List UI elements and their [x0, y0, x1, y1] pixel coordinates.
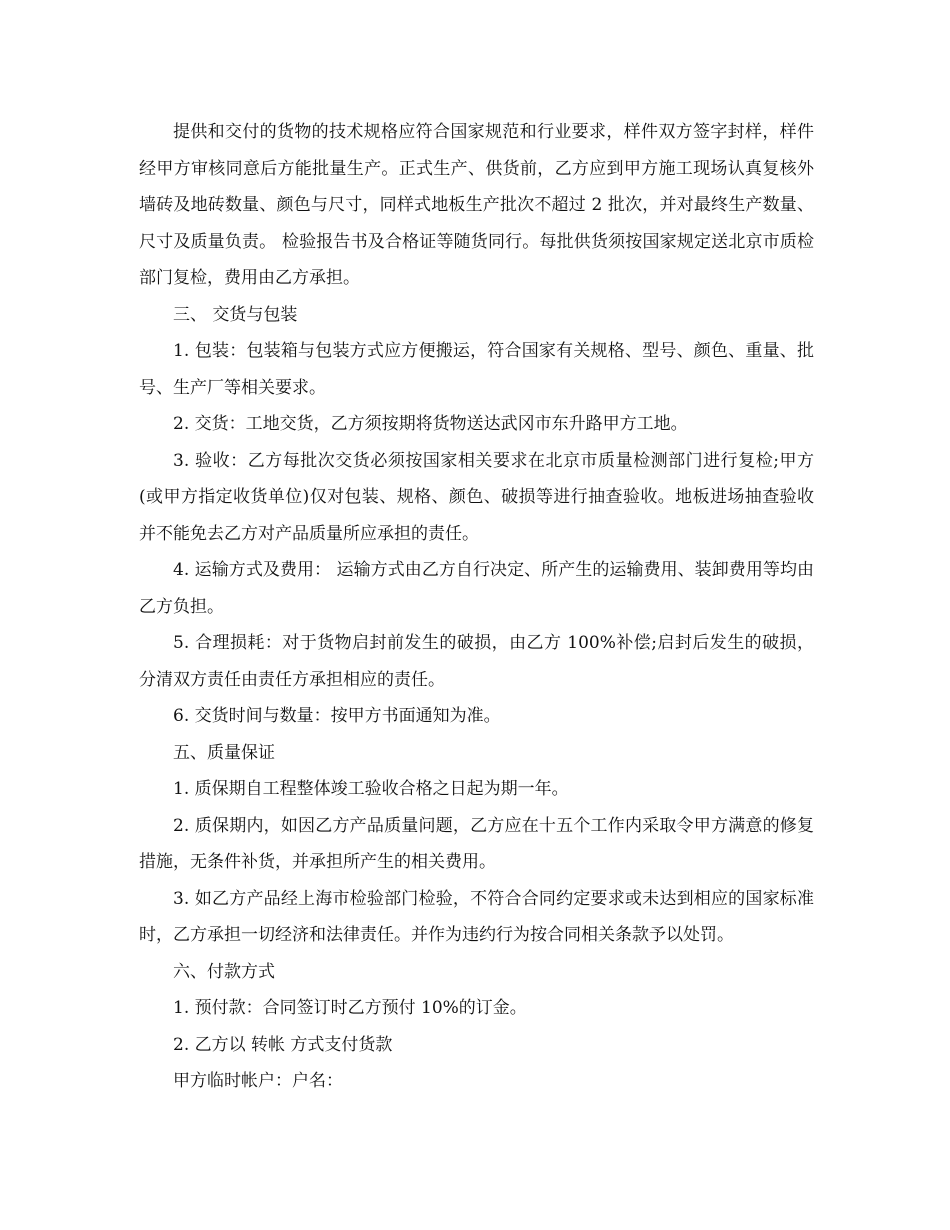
- clause-packaging: 1. 包装：包装箱与包装方式应方便搬运，符合国家有关规格、型号、颜色、重量、批号、生产厂等相关要求。: [139, 341, 814, 398]
- clause-delivery: 2. 交货：工地交货，乙方须按期将货物送达武冈市东升路甲方工地。: [173, 414, 688, 434]
- section-heading-quality-guarantee: 五、质量保证: [173, 742, 275, 763]
- paragraph-quality-specs: 提供和交付的货物的技术规格应符合国家规范和行业要求，样件双方签字封样，样件经甲方审核同意后方能批量生产。正式生产、供货前，乙方应到甲方施工现场认真复核外墙砖及地砖数量、颜色与尺寸，同样式地板生产批次不超过 2 批次，并对最终生产数量、尺寸及质量负责。 检验报告书及合格证等随货同行。每批供货须按国家规定送北京市质检部门复检，费用由乙方承担。: [139, 122, 814, 288]
- clause-prepayment: 1. 预付款：合同签订时乙方预付 10%的订金。: [173, 998, 527, 1018]
- clause-payment-method: 2. 乙方以 转帐 方式支付货款: [173, 1034, 393, 1055]
- clause-warranty-period: 1. 质保期自工程整体竣工验收合格之日起为期一年。: [173, 779, 569, 799]
- document-body: [139, 114, 814, 1100]
- clause-delivery-time-quantity: 6. 交货时间与数量：按甲方书面通知为准。: [173, 706, 501, 726]
- section-heading-payment: 六、付款方式: [173, 961, 275, 982]
- account-info-line: 甲方临时帐户：户名：: [173, 1071, 343, 1091]
- clause-warranty-repair: 2. 质保期内，如因乙方产品质量问题，乙方应在十五个工作内采取令甲方满意的修复措施，无条件补货，并承担所产生的相关费用。: [139, 815, 814, 872]
- clause-acceptance: 3. 验收：乙方每批次交货必须按国家相关要求在北京市质量检测部门进行复检;甲方(或甲方指定收货单位)仅对包装、规格、颜色、破损等进行抽查验收。地板进场抽查验收并不能免去乙方对产品质量所应承担的责任。: [139, 450, 814, 544]
- clause-reasonable-loss: 5. 合理损耗：对于货物启封前发生的破损，由乙方 100%补偿;启封后发生的破损，分清双方责任由责任方承担相应的责任。: [139, 633, 814, 690]
- section-heading-delivery-packaging: 三、 交货与包装: [173, 304, 298, 325]
- clause-transport-costs: 4. 运输方式及费用： 运输方式由乙方自行决定、所产生的运输费用、装卸费用等均由乙方负担。: [139, 560, 814, 617]
- clause-nonconformity-liability: 3. 如乙方产品经上海市检验部门检验，不符合合同约定要求或未达到相应的国家标准时，乙方承担一切经济和法律责任。并作为违约行为按合同相关条款予以处罚。: [139, 888, 814, 945]
